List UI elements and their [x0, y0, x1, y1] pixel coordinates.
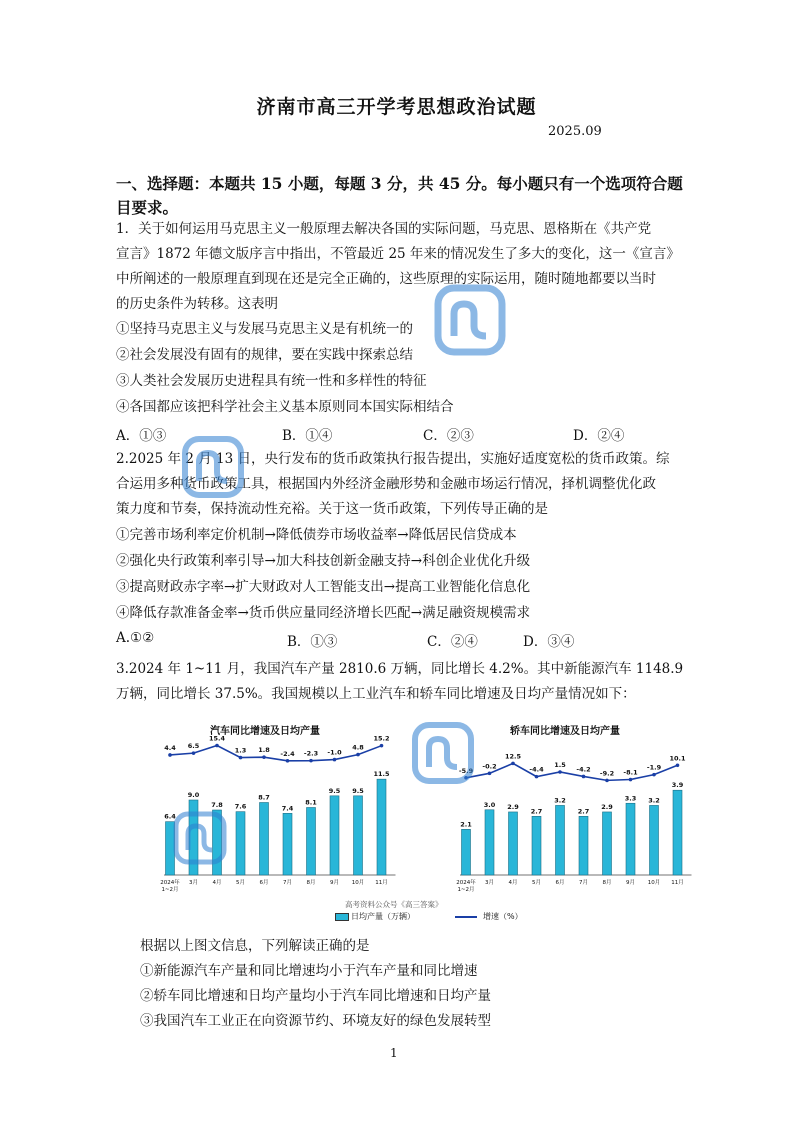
- q1-statement: ②社会发展没有固有的规律，要在实践中探索总结: [116, 347, 413, 363]
- growth-value-label: 15.2: [373, 735, 390, 743]
- q1-option-d[interactable]: D．②④: [573, 428, 625, 444]
- growth-point: [192, 751, 196, 755]
- chart-title-sedans: 轿车同比增速及日均产量: [510, 726, 620, 737]
- x-tick-label: 3月: [485, 880, 494, 886]
- bar: [485, 810, 494, 875]
- growth-point: [168, 753, 172, 757]
- q3-prompt: 根据以上图文信息，下列解读正确的是: [140, 938, 370, 954]
- x-tick-label: 1~2月: [161, 887, 179, 893]
- x-tick-label: 7月: [283, 880, 292, 886]
- q1-stem-line: 中所阐述的一般原理直到现在还是完全正确的，这些原理的实际运用，随时随地都要以当时: [116, 271, 656, 287]
- legend-bar-label: 日均产量（万辆）: [351, 912, 415, 921]
- bar-value-label: 6.4: [164, 812, 176, 821]
- x-tick-label: 10月: [351, 880, 365, 886]
- bar: [377, 779, 386, 875]
- bar-value-label: 7.6: [234, 802, 247, 811]
- bar: [579, 816, 588, 875]
- watermark-logo-icon: [170, 808, 230, 868]
- growth-line: [466, 763, 678, 780]
- bar: [626, 803, 635, 875]
- bar-value-label: 3.3: [624, 794, 637, 803]
- bar: [330, 796, 339, 875]
- bar: [556, 805, 565, 875]
- exam-date: 2025.09: [548, 124, 602, 139]
- x-tick-label: 4月: [508, 880, 518, 886]
- bar-value-label: 2.7: [577, 807, 590, 816]
- q3-statement: ①新能源汽车产量和同比增速均小于汽车产量和同比增速: [140, 963, 478, 979]
- growth-point: [309, 759, 313, 763]
- q2-option-a[interactable]: A.①②: [116, 630, 155, 646]
- watermark-logo-icon: [408, 718, 478, 788]
- bar: [307, 808, 316, 876]
- growth-point: [629, 778, 633, 782]
- page-number: 1: [390, 1046, 398, 1060]
- growth-value-label: -4.4: [529, 765, 544, 774]
- x-tick-label: 6月: [555, 880, 565, 886]
- q1-option-c[interactable]: C．②③: [423, 428, 474, 444]
- growth-value-label: 6.5: [187, 742, 200, 751]
- growth-point: [333, 758, 337, 762]
- growth-value-label: 15.4: [208, 735, 226, 743]
- q1-stem-line: 的历史条件为转移。这表明: [116, 296, 278, 312]
- bar: [462, 829, 471, 875]
- x-tick-label: 3月: [189, 880, 198, 886]
- growth-value-label: -2.4: [280, 749, 295, 758]
- bar-value-label: 8.1: [305, 798, 317, 807]
- q1-option-a[interactable]: A．①③: [116, 428, 167, 444]
- bar: [236, 812, 245, 875]
- bar-value-label: 9.5: [352, 786, 364, 795]
- bar-value-label: 3.9: [671, 781, 684, 790]
- x-tick-label: 11月: [671, 880, 684, 886]
- growth-value-label: 10.1: [669, 754, 686, 763]
- x-tick-label: 8月: [306, 880, 316, 886]
- bar: [532, 816, 541, 875]
- x-tick-label: 2024年: [160, 880, 180, 886]
- growth-value-label: 1.5: [554, 761, 566, 769]
- growth-point: [286, 759, 290, 763]
- watermark-logo-icon: [178, 432, 248, 502]
- bar-value-label: 8.7: [258, 793, 270, 802]
- bar-value-label: 11.5: [373, 770, 390, 779]
- q2-option-c[interactable]: C．②④: [427, 634, 478, 650]
- watermark-logo-icon: [430, 280, 510, 360]
- growth-point: [239, 756, 243, 760]
- bar: [673, 790, 682, 875]
- bar-value-label: 2.7: [530, 807, 543, 816]
- growth-point: [652, 773, 656, 777]
- legend-bar-swatch: [335, 913, 349, 921]
- growth-point: [582, 775, 586, 779]
- q2-stem-line: 合运用多种货币政策工具，根据国内外经济金融形势和金融市场运行情况，择机调整优化政: [116, 476, 656, 492]
- q1-statement: ③人类社会发展历史进程具有统一性和多样性的特征: [116, 373, 427, 389]
- q3-statement: ③我国汽车工业正在向资源节约、环境友好的绿色发展转型: [140, 1013, 491, 1029]
- bar: [260, 803, 269, 876]
- x-tick-label: 4月: [212, 880, 222, 886]
- growth-value-label: -9.2: [599, 769, 615, 778]
- growth-point: [535, 775, 539, 779]
- growth-point: [356, 753, 360, 757]
- chart-legend: [335, 911, 635, 923]
- x-tick-label: 2024年: [456, 880, 476, 886]
- growth-point: [558, 770, 562, 774]
- bar-value-label: 3.0: [483, 800, 496, 809]
- x-tick-label: 5月: [532, 880, 541, 886]
- page-title: 济南市高三开学考思想政治试题: [256, 96, 537, 118]
- bar-value-label: 2.1: [460, 820, 472, 829]
- bar-value-label: 7.8: [211, 801, 223, 809]
- growth-point: [676, 763, 680, 767]
- growth-value-label: 1.3: [234, 746, 247, 755]
- x-tick-label: 11月: [375, 880, 388, 886]
- chart-source-note: 高考资料公众号《高三答案》: [345, 900, 443, 909]
- x-tick-label: 10月: [647, 880, 661, 886]
- bar-value-label: 9.0: [187, 791, 200, 799]
- q1-statement: ①坚持马克思主义与发展马克思主义是有机统一的: [116, 321, 413, 337]
- x-tick-label: 9月: [330, 880, 339, 886]
- growth-value-label: 4.8: [352, 743, 364, 752]
- bar: [603, 812, 612, 875]
- bar-value-label: 3.2: [648, 796, 660, 805]
- x-tick-label: 9月: [626, 880, 635, 886]
- q1-stem-line: 1．关于如何运用马克思主义一般原理去解决各国的实际问题，马克思、恩格斯在《共产党: [116, 221, 652, 237]
- q3-statement: ②轿车同比增速和日均产量均小于汽车同比增速和日均产量: [140, 988, 491, 1004]
- bar: [650, 805, 659, 875]
- q3-stem-line: 3.2024 年 1~11 月，我国汽车产量 2810.6 万辆，同比增长 4.2%。其中新能源汽车 1148.9: [116, 661, 684, 677]
- bar-value-label: 2.9: [507, 802, 519, 811]
- x-tick-label: 7月: [579, 880, 588, 886]
- x-tick-label: 1~2月: [457, 887, 475, 893]
- q1-stem-line: 宣言》1872 年德文版序言中指出，不管最近 25 年来的情况发生了多大的变化，这一《宣言》: [116, 246, 680, 262]
- growth-value-label: -2.3: [303, 749, 319, 758]
- growth-point: [380, 744, 384, 748]
- growth-value-label: 1.8: [258, 746, 270, 755]
- growth-value-label: -5.9: [458, 766, 474, 775]
- q2-statement: ①完善市场利率定价机制→降低债券市场收益率→降低居民信贷成本: [116, 527, 517, 543]
- bar-value-label: 7.4: [281, 804, 294, 813]
- growth-point: [215, 744, 219, 748]
- growth-point: [262, 755, 266, 759]
- bar-value-label: 2.9: [601, 802, 613, 811]
- q2-statement: ②强化央行政策利率引导→加大科技创新金融支持→科创企业优化升级: [116, 553, 531, 569]
- q2-stem-line: 2.2025 年 2 月 13 日，央行发布的货币政策执行报告提出，实施好适度宽松的货币政策。综: [116, 451, 670, 467]
- chart-title-cars: 汽车同比增速及日均产量: [210, 726, 320, 737]
- growth-value-label: -0.2: [482, 762, 497, 771]
- q2-statement: ④降低存款准备金率→货币供应量同经济增长匹配→满足融资规模需求: [116, 605, 531, 621]
- x-tick-label: 6月: [259, 880, 269, 886]
- q3-stem-line: 万辆，同比增长 37.5%。我国规模以上工业汽车和轿车同比增速及日均产量情况如下：: [116, 686, 636, 702]
- growth-value-label: -1.0: [327, 748, 342, 757]
- bar: [354, 796, 363, 875]
- section-heading: 一、选择题：本题共 15 小题，每题 3 分，共 45 分。每小题只有一个选项符合题目要求。: [116, 174, 683, 217]
- q2-statement: ③提高财政赤字率→扩大财政对人工智能支出→提高工业智能化信息化: [116, 579, 531, 595]
- bar: [283, 813, 292, 875]
- bar-value-label: 3.2: [554, 796, 566, 805]
- legend-line-swatch: [455, 916, 477, 918]
- growth-value-label: -8.1: [623, 768, 638, 777]
- legend-line-label: 增速（%）: [483, 912, 523, 921]
- x-tick-label: 5月: [236, 880, 245, 886]
- growth-value-label: 4.4: [164, 743, 176, 752]
- growth-point: [511, 762, 515, 766]
- q2-option-b[interactable]: B．①③: [287, 634, 338, 650]
- bar: [509, 812, 518, 875]
- x-tick-label: 8月: [602, 880, 612, 886]
- q1-option-b[interactable]: B．①④: [282, 428, 333, 444]
- q2-option-d[interactable]: D．③④: [523, 634, 575, 650]
- growth-point: [488, 772, 492, 776]
- growth-value-label: -4.2: [576, 765, 591, 774]
- growth-point: [605, 779, 609, 783]
- growth-value-label: 12.5: [504, 752, 522, 761]
- q1-statement: ④各国都应该把科学社会主义基本原则同本国实际相结合: [116, 399, 454, 415]
- growth-value-label: -1.9: [646, 763, 662, 772]
- q2-stem-line: 策力度和节奏，保持流动性充裕。关于这一货币政策，下列传导正确的是: [116, 501, 548, 517]
- bar-value-label: 9.5: [328, 786, 341, 795]
